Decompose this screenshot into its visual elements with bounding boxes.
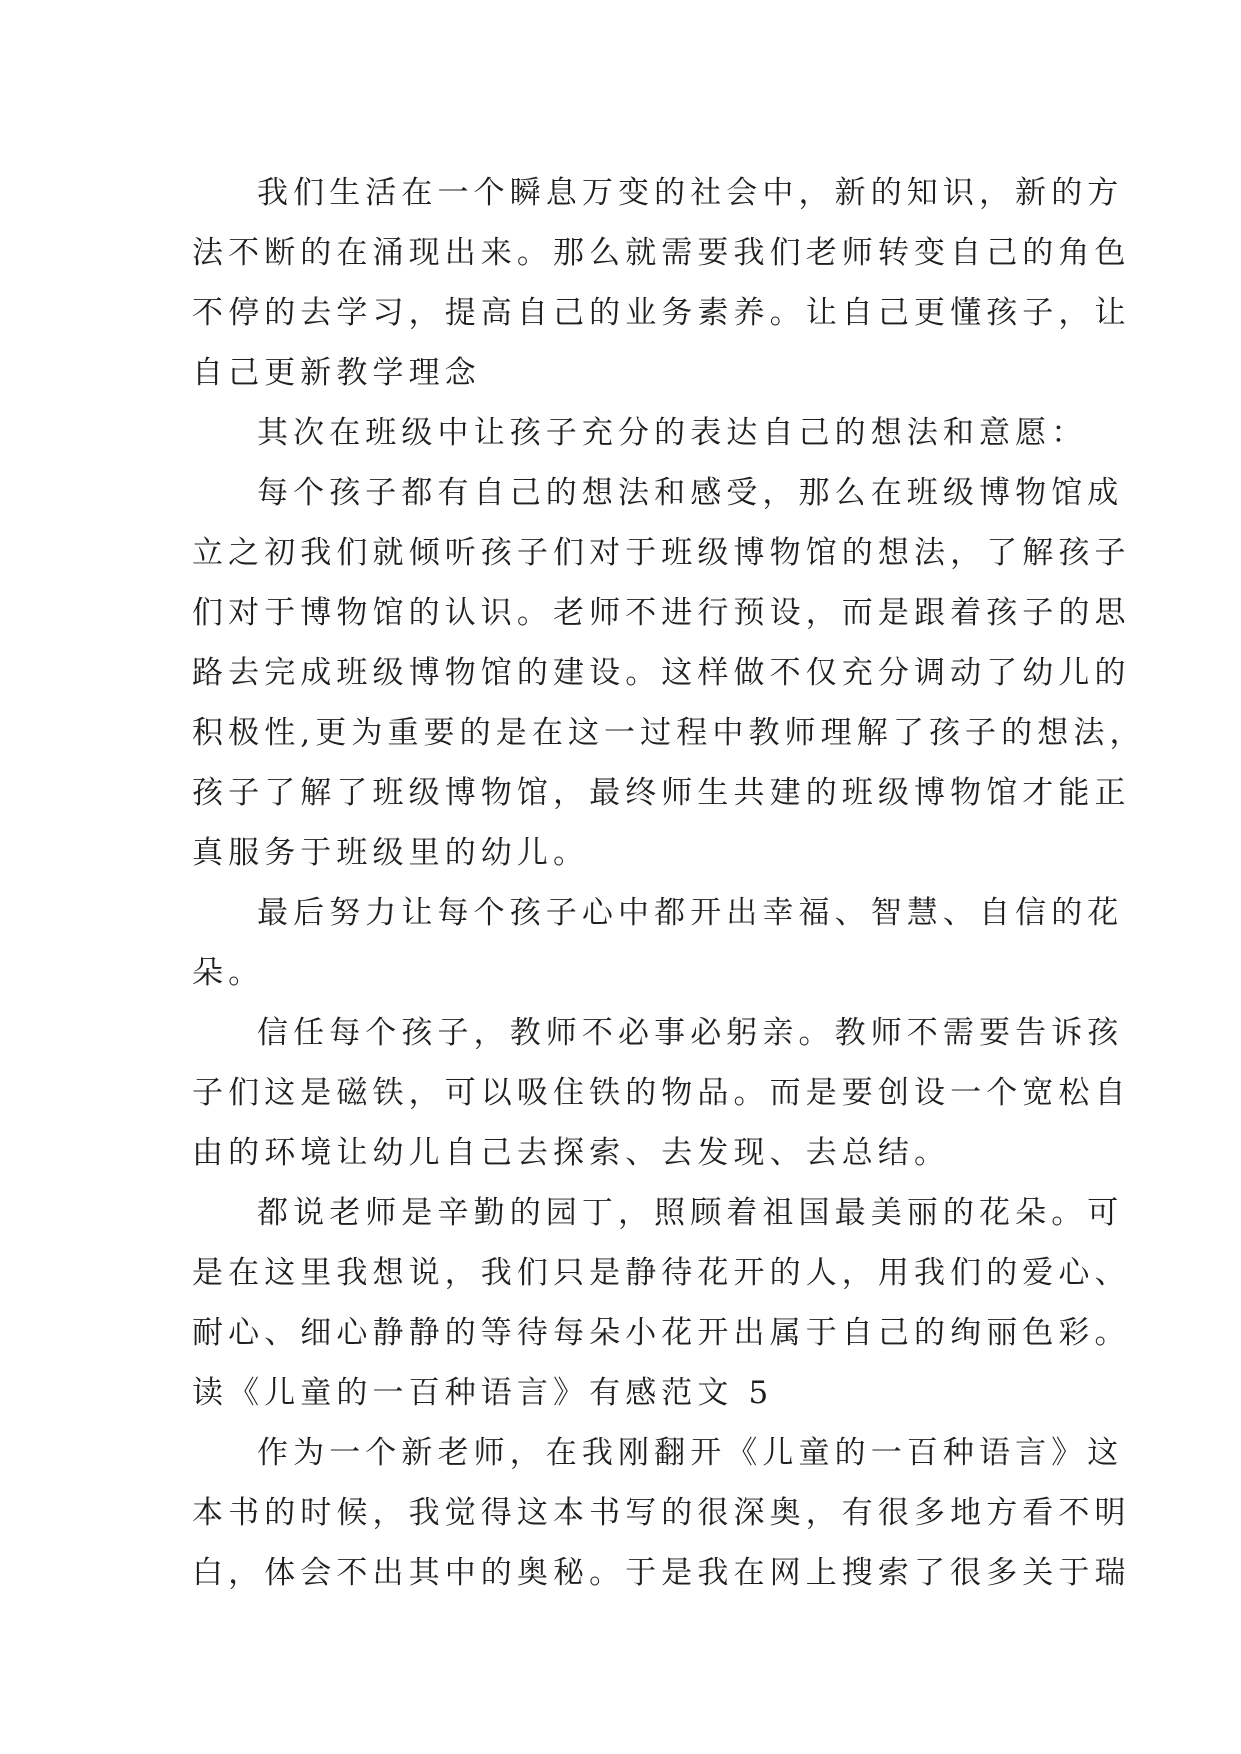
text-line: 孩子了解了班级博物馆，最终师生共建的班级博物馆才能正 xyxy=(192,775,1131,811)
text-line: 是在这里我想说，我们只是静待花开的人，用我们的爱心、 xyxy=(192,1255,1131,1291)
text-line: 们对于博物馆的认识。老师不进行预设，而是跟着孩子的思 xyxy=(192,595,1131,631)
text-line: 法不断的在涌现出来。那么就需要我们老师转变自己的角色 xyxy=(192,235,1131,271)
text-line: 都说老师是辛勤的园丁，照顾着祖国最美丽的花朵。可 xyxy=(257,1195,1124,1231)
text-line: 本书的时候，我觉得这本书写的很深奥，有很多地方看不明 xyxy=(192,1495,1131,1531)
text-line: 自己更新教学理念 xyxy=(192,355,481,391)
text-line: 朵。 xyxy=(192,955,265,991)
text-line: 由的环境让幼儿自己去探索、去发现、去总结。 xyxy=(192,1135,951,1171)
text-line: 不停的去学习，提高自己的业务素养。让自己更懂孩子，让 xyxy=(192,295,1131,331)
text-line: 作为一个新老师，在我刚翻开《儿童的一百种语言》这 xyxy=(257,1435,1124,1471)
section-heading: 读《儿童的一百种语言》有感范文 5 xyxy=(192,1375,774,1411)
text-line: 积极性,更为重要的是在这一过程中教师理解了孩子的想法， xyxy=(192,715,1146,751)
text-line: 信任每个孩子，教师不必事必躬亲。教师不需要告诉孩 xyxy=(257,1015,1124,1051)
text-line: 我们生活在一个瞬息万变的社会中，新的知识，新的方 xyxy=(257,175,1124,211)
text-line: 真服务于班级里的幼儿。 xyxy=(192,835,590,871)
text-line: 耐心、细心静静的等待每朵小花开出属于自己的绚丽色彩。 xyxy=(192,1315,1131,1351)
text-line: 白，体会不出其中的奥秘。于是我在网上搜索了很多关于瑞 xyxy=(192,1555,1131,1591)
text-line: 每个孩子都有自己的想法和感受，那么在班级博物馆成 xyxy=(257,475,1124,511)
text-line: 路去完成班级博物馆的建设。这样做不仅充分调动了幼儿的 xyxy=(192,655,1131,691)
document-page xyxy=(192,163,1146,1603)
text-line: 其次在班级中让孩子充分的表达自己的想法和意愿： xyxy=(257,415,1088,451)
text-line: 子们这是磁铁，可以吸住铁的物品。而是要创设一个宽松自 xyxy=(192,1075,1131,1111)
text-line: 立之初我们就倾听孩子们对于班级博物馆的想法，了解孩子 xyxy=(192,535,1131,571)
text-line: 最后努力让每个孩子心中都开出幸福、智慧、自信的花 xyxy=(257,895,1124,931)
